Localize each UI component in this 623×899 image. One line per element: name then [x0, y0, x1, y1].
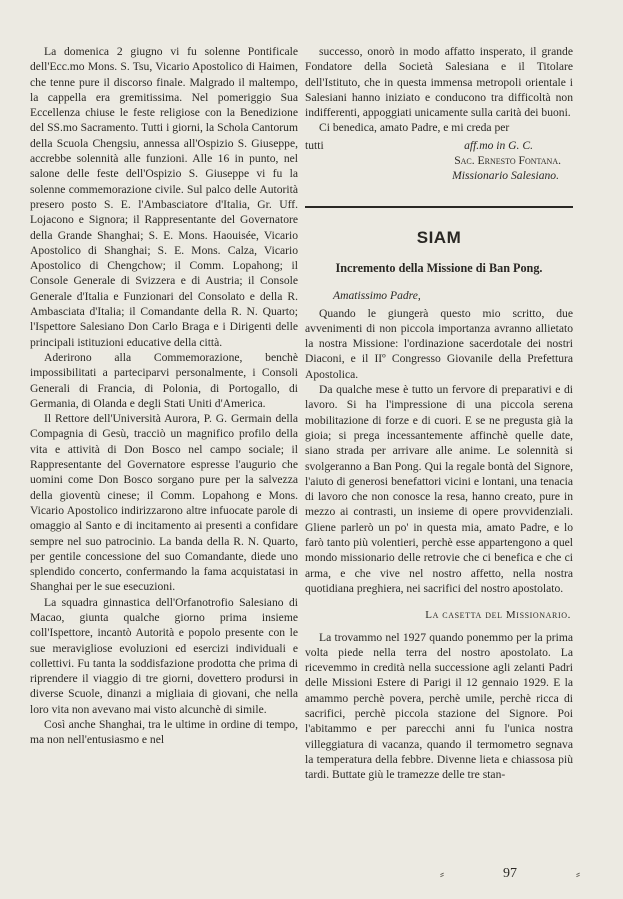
paragraph: successo, onorò in modo affatto insperato, il grande Fondatore della Società Salesiana e il Titolare dell'Istituto, che in questa immensa metropoli orientale i Salesiani hanno iniziato e conducono tra difficoltà non indifferenti, appoggiati unicamente sulla carità dei buoni.	[305, 45, 573, 120]
ornament-right-icon: ⸗	[576, 867, 580, 881]
paragraph: Così anche Shanghai, tra le ultime in ordine di tempo, ma non nell'entusiasmo e nel	[30, 718, 298, 747]
signature-name: Sac. Ernesto Fontana.	[454, 154, 561, 168]
closing-left: tutti	[305, 138, 324, 152]
paragraph: La domenica 2 giugno vi fu solenne Pontificale dell'Ecc.mo Mons. S. Tsu, Vicario Apostolico di Haimen, che tenne pure il discorso finale. Malgrado il maltempo, la cappella era gremitissima. Nel pomeriggio Sua Eccellenza chiuse le feste religiose con la Benedizione del SS.mo Sacramento. Tutti i giorni, la Schola Cantorum della Scuola Chengsiu, annessa all'Ospizio S. Giuseppe, accrebbe solennità alle funzioni. Alle 16 in punto, nel salone delle feste dell'Ospizio S. Giuseppe vi fu la solenne commemorazione civile. Sul palco delle Autorità presero posto S. E. l'Ambasciatore d'Italia, Gr. Uff. Lojacono e Signora; il Rappresentante del Governatore della Grande Shanghai; S. E. Mons. Haouisée, Vicario Apostolico di Shanghai; S. E. Mons. Calza, Vicario Apostolico di Chengchow; il Comm. Lopahong; il Console Generale di Svizzera e di Austria; il Console Generale d'Italia e Funzionari del Consolato e della R. Ambasciata d'Italia; il Comandante della R. N. Quarto; l'Ispettore Salesiano Don Carlo Braga e i Dirigenti delle principali istituzioni educative della città.	[30, 45, 298, 349]
paragraph: La trovammo nel 1927 quando ponemmo per la prima volta piede nella terra del nostro apostolato. La ricevemmo in credità nella successione agli zelanti Padri delle Missioni Estere di Parigi il 12 gennaio 1929. E la amammo perchè povera, perchè umile, perchè ricca di sacrifici, perchè piccola stazione del Signore. Poi l'abitammo e per parecchi anni fu l'unica nostra villeggiatura di vacanza, quando il termometro segnava la temperatura della febbre. Divenne lieta e chiassosa più tardi. Buttate giù le tramezze delle tre stan-	[305, 630, 573, 782]
paragraph: Da qualche mese è tutto un fervore di preparativi e di lavoro. Si ha l'impressione di una piccola serena mobilitazione di forze e di cuori. E se ne pregusta già la gioia; si prega incessantemente affinchè quelle date, siano strada per arrivare alle anime. Le solennità si svolgeranno a Ban Pong. Qui la regale bontà del Signore, l'aiuto di generosi benefattori vicini e lontani, una tenacia di lavoro che non conosce la resa, hanno creato, pure in mezzo ai contrasti, un insieme di opere provvidenziali. Gliene parlerò un po' in questa mia, amato Padre, e lo farò tanto più volentieri, perchè esse appartengono a quel mondo missionario delle retrovie che ci benefica e che ci arma, e che vive nel nostro affetto, nella nostra quotidiana preghiera, nei sacrifici del nostro apostolato.	[305, 383, 573, 595]
paragraph: La squadra ginnastica dell'Orfanotrofio Salesiano di Macao, giunta qualche giorno prima insieme coll'Ispettore, incantò Autorità e popolo presente con le sue meravigliose evoluzioni ed esercizi individuali e collettivi. Fu tanta la soddisfazione prodotta che prima di riprendere il viaggio di tre giorni, dovettero prodursi in diverse Scuole, dinanzi a migliaia di giovani, che nella loro vita non avevano mai visto alcunchè di simile.	[30, 595, 298, 716]
signature-role: Missionario Salesiano.	[452, 169, 559, 183]
page-number: 97	[503, 866, 517, 881]
paragraph: Il Rettore dell'Università Aurora, P. G. Germain della Compagnia di Gesù, tracciò un magnifico profilo della vita e attività di Don Bosco nel campo sociale; il Rappresentante del Governatore espresse l'augurio che uomini come Don Bosco sorgano pure per la salvezza della gioventù cinese; il Comm. Lopahong e Mons. Vicario Apostolico indirizzarono altre infuocate parole di omaggio al Santo e di incitamento ai presenti a confidare sempre nel suo patrocinio. La banda della R. N. Quarto, per gentile concessione del suo Comandante, diede uno splendido concerto, confermando la fama acquistatasi in Shanghai per le sue esecuzioni.	[30, 412, 298, 594]
article-title: Incremento della Missione di Ban Pong.	[335, 260, 543, 275]
salutation: Amatissimo Padre,	[333, 289, 421, 303]
closing-block	[305, 138, 573, 184]
paragraph: Aderirono alla Commemorazione, benchè impossibilitati a parteciparvi personalmente, i Consoli Generali di Francia, di Polonia, di Portogallo, di Germania, di Olanda e degli Stati Uniti d'America.	[30, 350, 298, 410]
ornament-left-icon: ⸗	[440, 867, 444, 881]
section-heading: SIAM	[416, 227, 462, 247]
subheading: La casetta del Missionario.	[425, 609, 571, 622]
page-footer	[440, 866, 580, 882]
paragraph: Ci benedica, amato Padre, e mi creda per	[319, 121, 510, 135]
section-divider	[305, 206, 573, 208]
paragraph: Quando le giungerà questo mio scritto, due avvenimenti di non piccola importanza avranno allietato la nostra Missione: l'ordinazione sacerdotale dei nostri Diaconi, e il IIº Congresso Giovanile della Prefettura Apostolica.	[305, 306, 573, 381]
left-column	[30, 44, 298, 748]
right-column	[305, 44, 573, 782]
closing-line	[305, 138, 573, 153]
closing-right: aff.mo in G. C.	[464, 138, 533, 152]
